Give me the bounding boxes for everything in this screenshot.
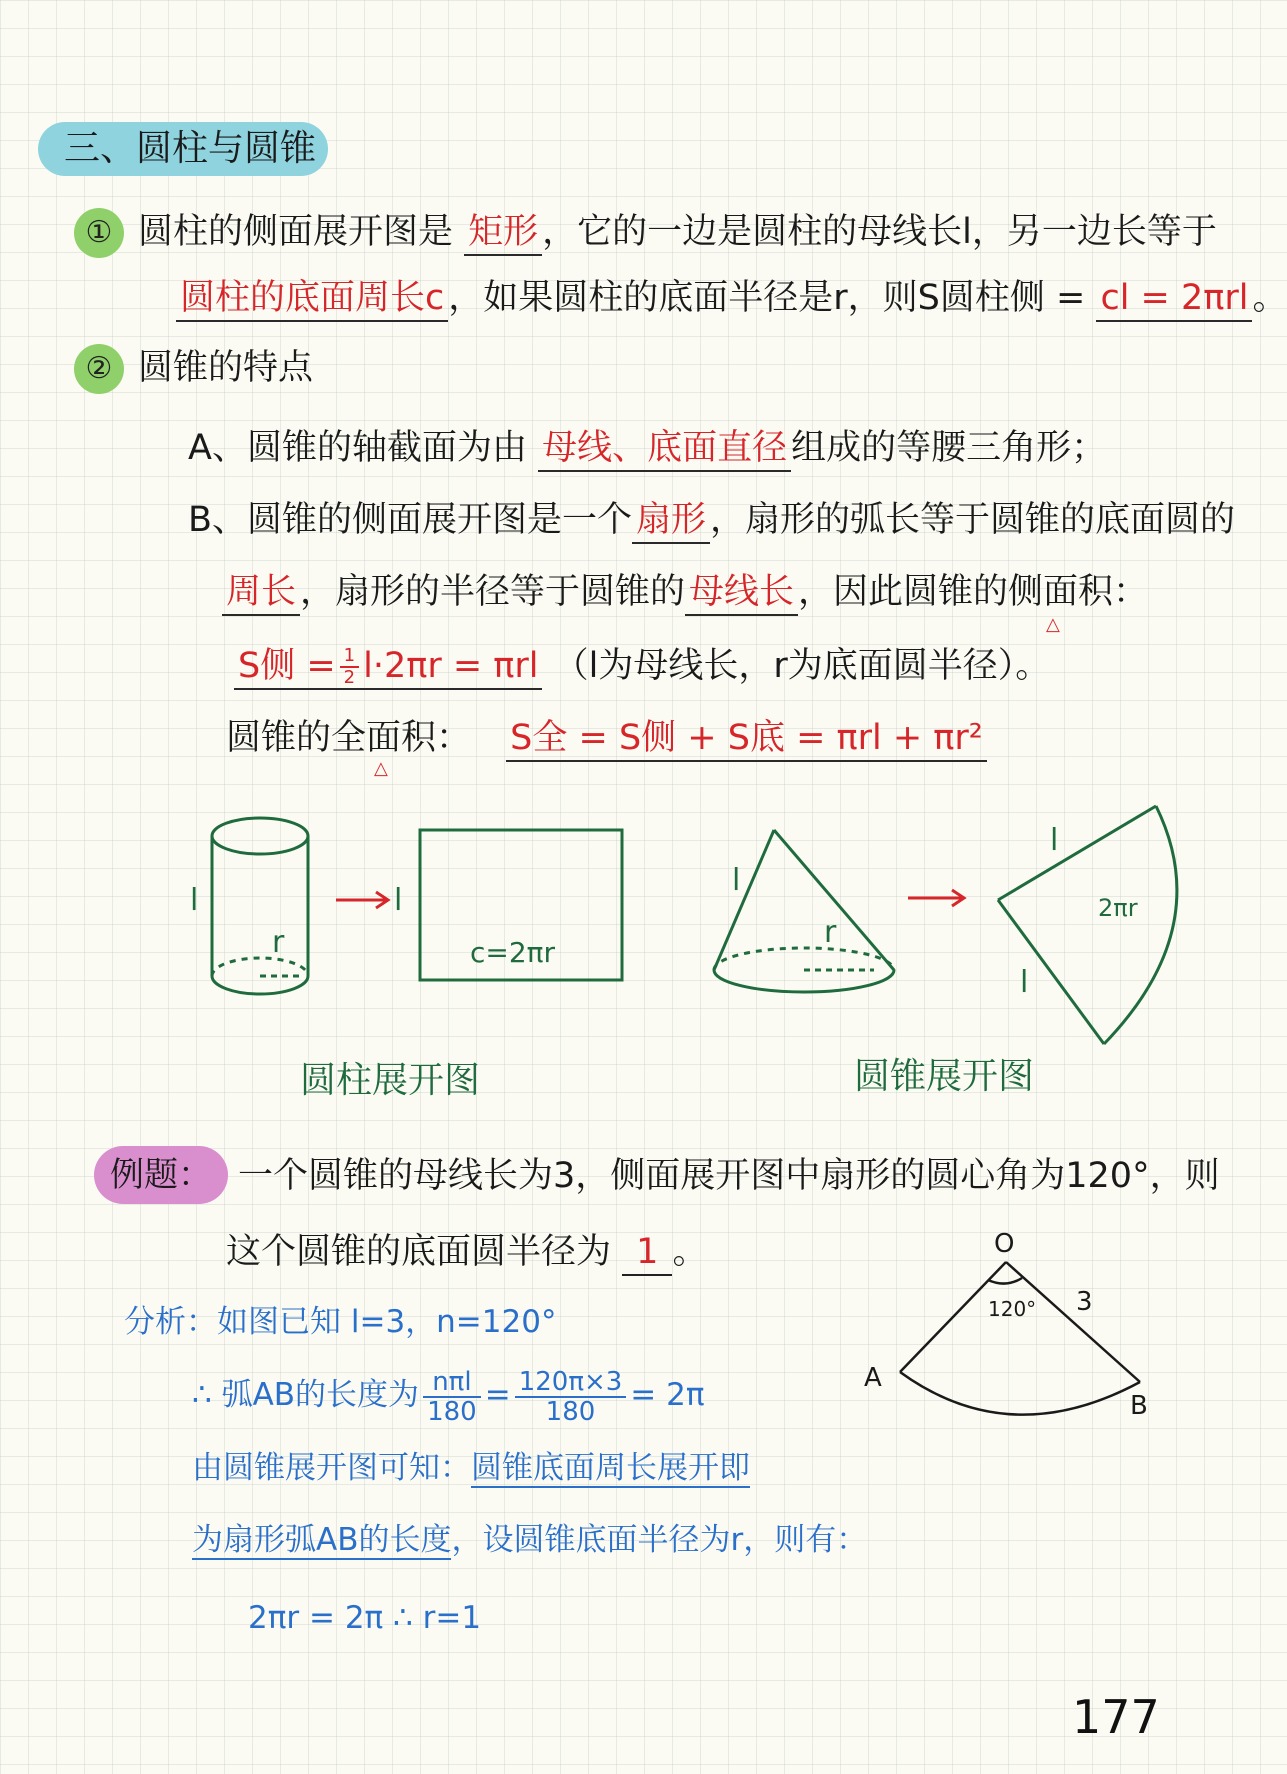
page-number: 177: [1072, 1690, 1160, 1744]
important-mark-icon: △: [374, 758, 388, 779]
example-question-line-1: 一个圆锥的母线长为3，侧面展开图中扇形的圆心角为120°，则: [238, 1156, 1220, 1196]
cylinder-lateral-formula: cl = 2πrl: [1096, 278, 1252, 322]
cone-caption: 圆锥展开图: [854, 1056, 1035, 1097]
item-2b-formula-line: S侧 = $\frac{1}{2}$ l·2πr = πrl （l为母线长，r为底面圆半径）。: [234, 644, 1050, 688]
answer-rectangle: 矩形: [464, 212, 542, 256]
answer-axial-section: 母线、底面直径: [538, 428, 791, 472]
arrow-right-icon: [336, 892, 388, 908]
analysis-line-4: 为扇形弧AB的长度，设圆锥底面半径为r，则有：: [192, 1522, 868, 1558]
analysis-line-2: ∴ 弧AB的长度为 $\frac{\text{nπl}}{180}$ = $\frac{120\pi\times 3}{180}$ = 2π: [192, 1366, 705, 1427]
arrow-right-icon: [908, 890, 964, 906]
answer-radius: 1: [622, 1230, 672, 1276]
cone-l-label: l: [732, 863, 741, 898]
cylinder-caption: 圆柱展开图: [300, 1060, 481, 1101]
point-a-label: A: [864, 1363, 882, 1393]
cone-total-formula: S全 = S侧 + S底 = πrl + πr²: [506, 718, 987, 762]
answer-sector: 扇形: [632, 500, 710, 544]
sector-arc-label: 2πr: [1098, 894, 1138, 922]
example-sector-diagram: [850, 1222, 1170, 1422]
item-1-badge: ①: [74, 208, 124, 258]
section-title: 三、圆柱与圆锥: [64, 128, 317, 169]
arc-fraction-2: $\frac{120\pi\times 3}{180}$: [515, 1368, 627, 1426]
item-1-line-2: 圆柱的底面周长c ，如果圆柱的底面半径是r，则S圆柱侧 = cl = 2πrl 。: [176, 276, 1287, 320]
half-fraction: $\frac{1}{2}$: [340, 646, 359, 688]
cylinder-r-label: r: [272, 925, 285, 960]
important-mark-icon: △: [1046, 614, 1060, 635]
sector-l-bottom-label: l: [1020, 965, 1029, 1000]
item-2-badge: ②: [74, 344, 124, 394]
item-2b-line-1: B、圆锥的侧面展开图是一个 扇形 ，扇形的弧长等于圆锥的底面圆的: [188, 498, 1235, 542]
item-2a: A、圆锥的轴截面为由 母线、底面直径 组成的等腰三角形；: [188, 426, 1106, 470]
cone-r-label: r: [824, 915, 837, 950]
cone-lateral-formula: S侧 = $\frac{1}{2}$ l·2πr = πrl: [234, 646, 542, 690]
point-b-label: B: [1130, 1391, 1148, 1421]
cylinder-figure: [212, 818, 308, 994]
item-2b-line-2: 周长 ，扇形的半径等于圆锥的 母线长 ，因此圆锥的侧面积：: [222, 570, 1148, 614]
arc-fraction-1: $\frac{\text{nπl}}{180}$: [423, 1368, 481, 1426]
example-question-line-2: 这个圆锥的底面圆半径为 1 。: [226, 1230, 707, 1276]
answer-perimeter: 周长: [222, 572, 300, 616]
unfold-figures: [0, 780, 1280, 1110]
radius-label: 3: [1076, 1287, 1093, 1317]
rectangle-l-label: l: [394, 883, 403, 918]
cylinder-l-label: l: [190, 883, 199, 918]
answer-slant-height: 母线长: [685, 572, 798, 616]
section-header: [38, 122, 328, 176]
analysis-line-3: 由圆锥展开图可知：圆锥底面周长展开即: [192, 1450, 750, 1486]
sector-figure: [998, 806, 1177, 1044]
angle-label: 120°: [988, 1297, 1037, 1321]
example-pill: 例题：: [94, 1146, 228, 1204]
point-o-label: O: [994, 1229, 1015, 1259]
cone-figure: [714, 830, 894, 992]
rectangle-c-label: c=2πr: [470, 936, 556, 969]
analysis-line-1: 分析：如图已知 l=3，n=120°: [124, 1304, 557, 1340]
item-1-line-1: 圆柱的侧面展开图是 矩形 ，它的一边是圆柱的母线长l，另一边长等于: [138, 210, 1217, 254]
answer-base-perimeter: 圆柱的底面周长c: [176, 278, 448, 322]
item-2b-total-line: 圆锥的全面积： S全 = S侧 + S底 = πrl + πr²: [226, 716, 987, 760]
analysis-line-5: 2πr = 2π ∴ r=1: [248, 1600, 482, 1636]
sector-l-top-label: l: [1050, 823, 1059, 858]
item-2-title: 圆锥的特点: [138, 348, 314, 388]
